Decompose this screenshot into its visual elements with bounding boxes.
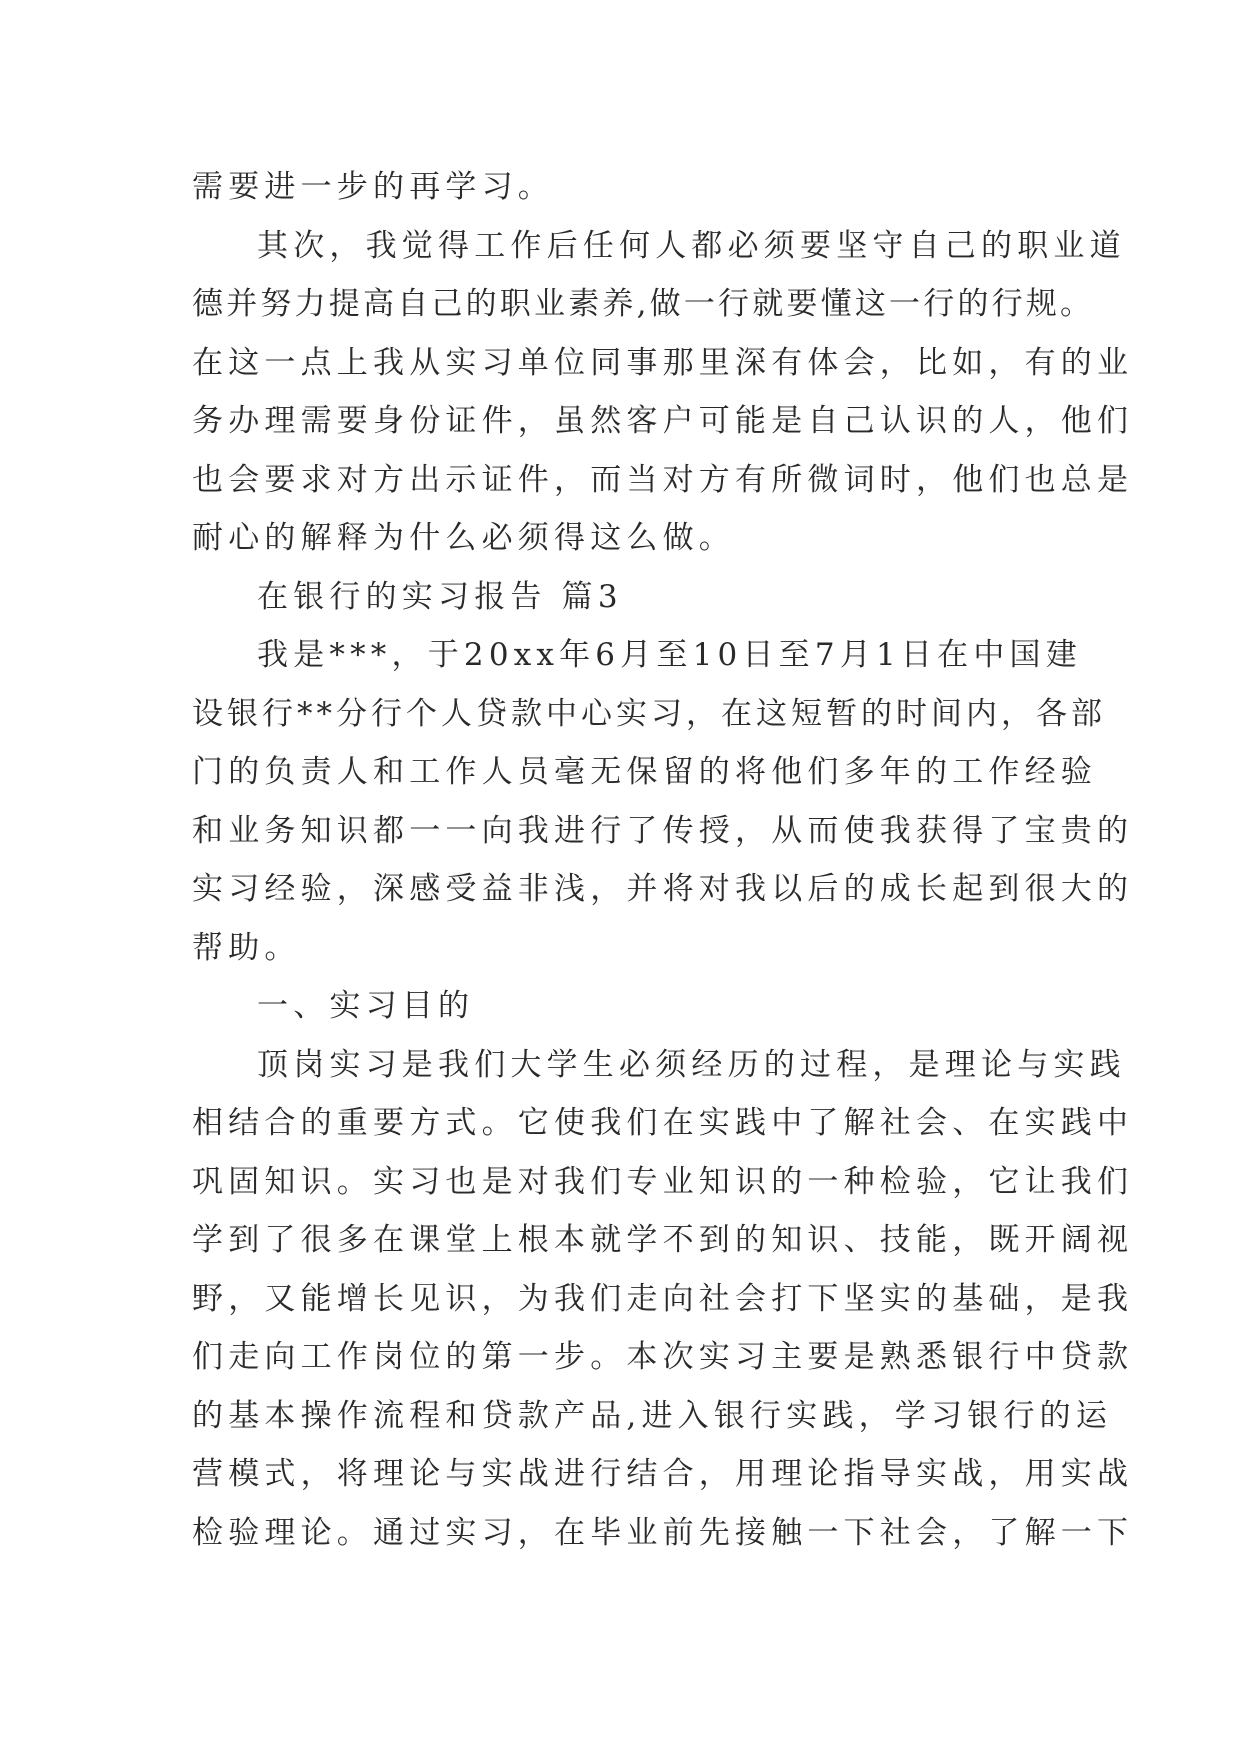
text-line: 设银行**分行个人贷款中心实习，在这短暂的时间内，各部	[192, 695, 1106, 732]
text-line: 和业务知识都一一向我进行了传授，从而使我获得了宝贵的	[192, 812, 1134, 849]
document-body	[192, 158, 1134, 1562]
text-line: 需要进一步的再学习。	[192, 169, 554, 205]
text-line: 耐心的解释为什么必须得这么做。	[192, 520, 735, 556]
text-line: 实习经验，深感受益非浅，并将对我以后的成长起到很大的	[192, 871, 1134, 907]
text-line: 巩固知识。实习也是对我们专业知识的一种检验，它让我们	[192, 1163, 1134, 1200]
text-line: 的基本操作流程和贷款产品,进入银行实践，学习银行的运	[192, 1397, 1113, 1434]
section-heading: 在银行的实习报告 篇3	[257, 578, 623, 615]
text-line: 营模式，将理论与实战进行结合，用理论指导实战，用实战	[192, 1456, 1134, 1492]
text-line: 也会要求对方出示证件，而当对方有所微词时，他们也总是	[192, 461, 1134, 498]
section-heading: 一、实习目的	[257, 988, 475, 1024]
text-line: 德并努力提高自己的职业素养,做一行就要懂这一行的行规。	[192, 286, 1095, 322]
text-line: 学到了很多在课堂上根本就学不到的知识、技能，既开阔视	[192, 1222, 1134, 1258]
text-line: 在这一点上我从实习单位同事那里深有体会，比如，有的业	[192, 344, 1134, 381]
text-line: 帮助。	[192, 929, 301, 966]
text-line: 我是***，于20xx年6月至10日至7月1日在中国建	[257, 637, 1082, 673]
text-line: 检验理论。通过实习，在毕业前先接触一下社会，了解一下	[192, 1514, 1134, 1551]
text-line: 门的负责人和工作人员毫无保留的将他们多年的工作经验	[192, 754, 1097, 790]
text-line: 野，又能增长见识，为我们走向社会打下坚实的基础，是我	[192, 1280, 1134, 1317]
text-line: 顶岗实习是我们大学生必须经历的过程，是理论与实践	[257, 1046, 1126, 1083]
text-line: 相结合的重要方式。它使我们在实践中了解社会、在实践中	[192, 1105, 1134, 1141]
text-line: 们走向工作岗位的第一步。本次实习主要是熟悉银行中贷款	[192, 1339, 1134, 1375]
text-line: 其次，我觉得工作后任何人都必须要坚守自己的职业道	[257, 227, 1126, 264]
text-line: 务办理需要身份证件，虽然客户可能是自己认识的人，他们	[192, 403, 1134, 439]
